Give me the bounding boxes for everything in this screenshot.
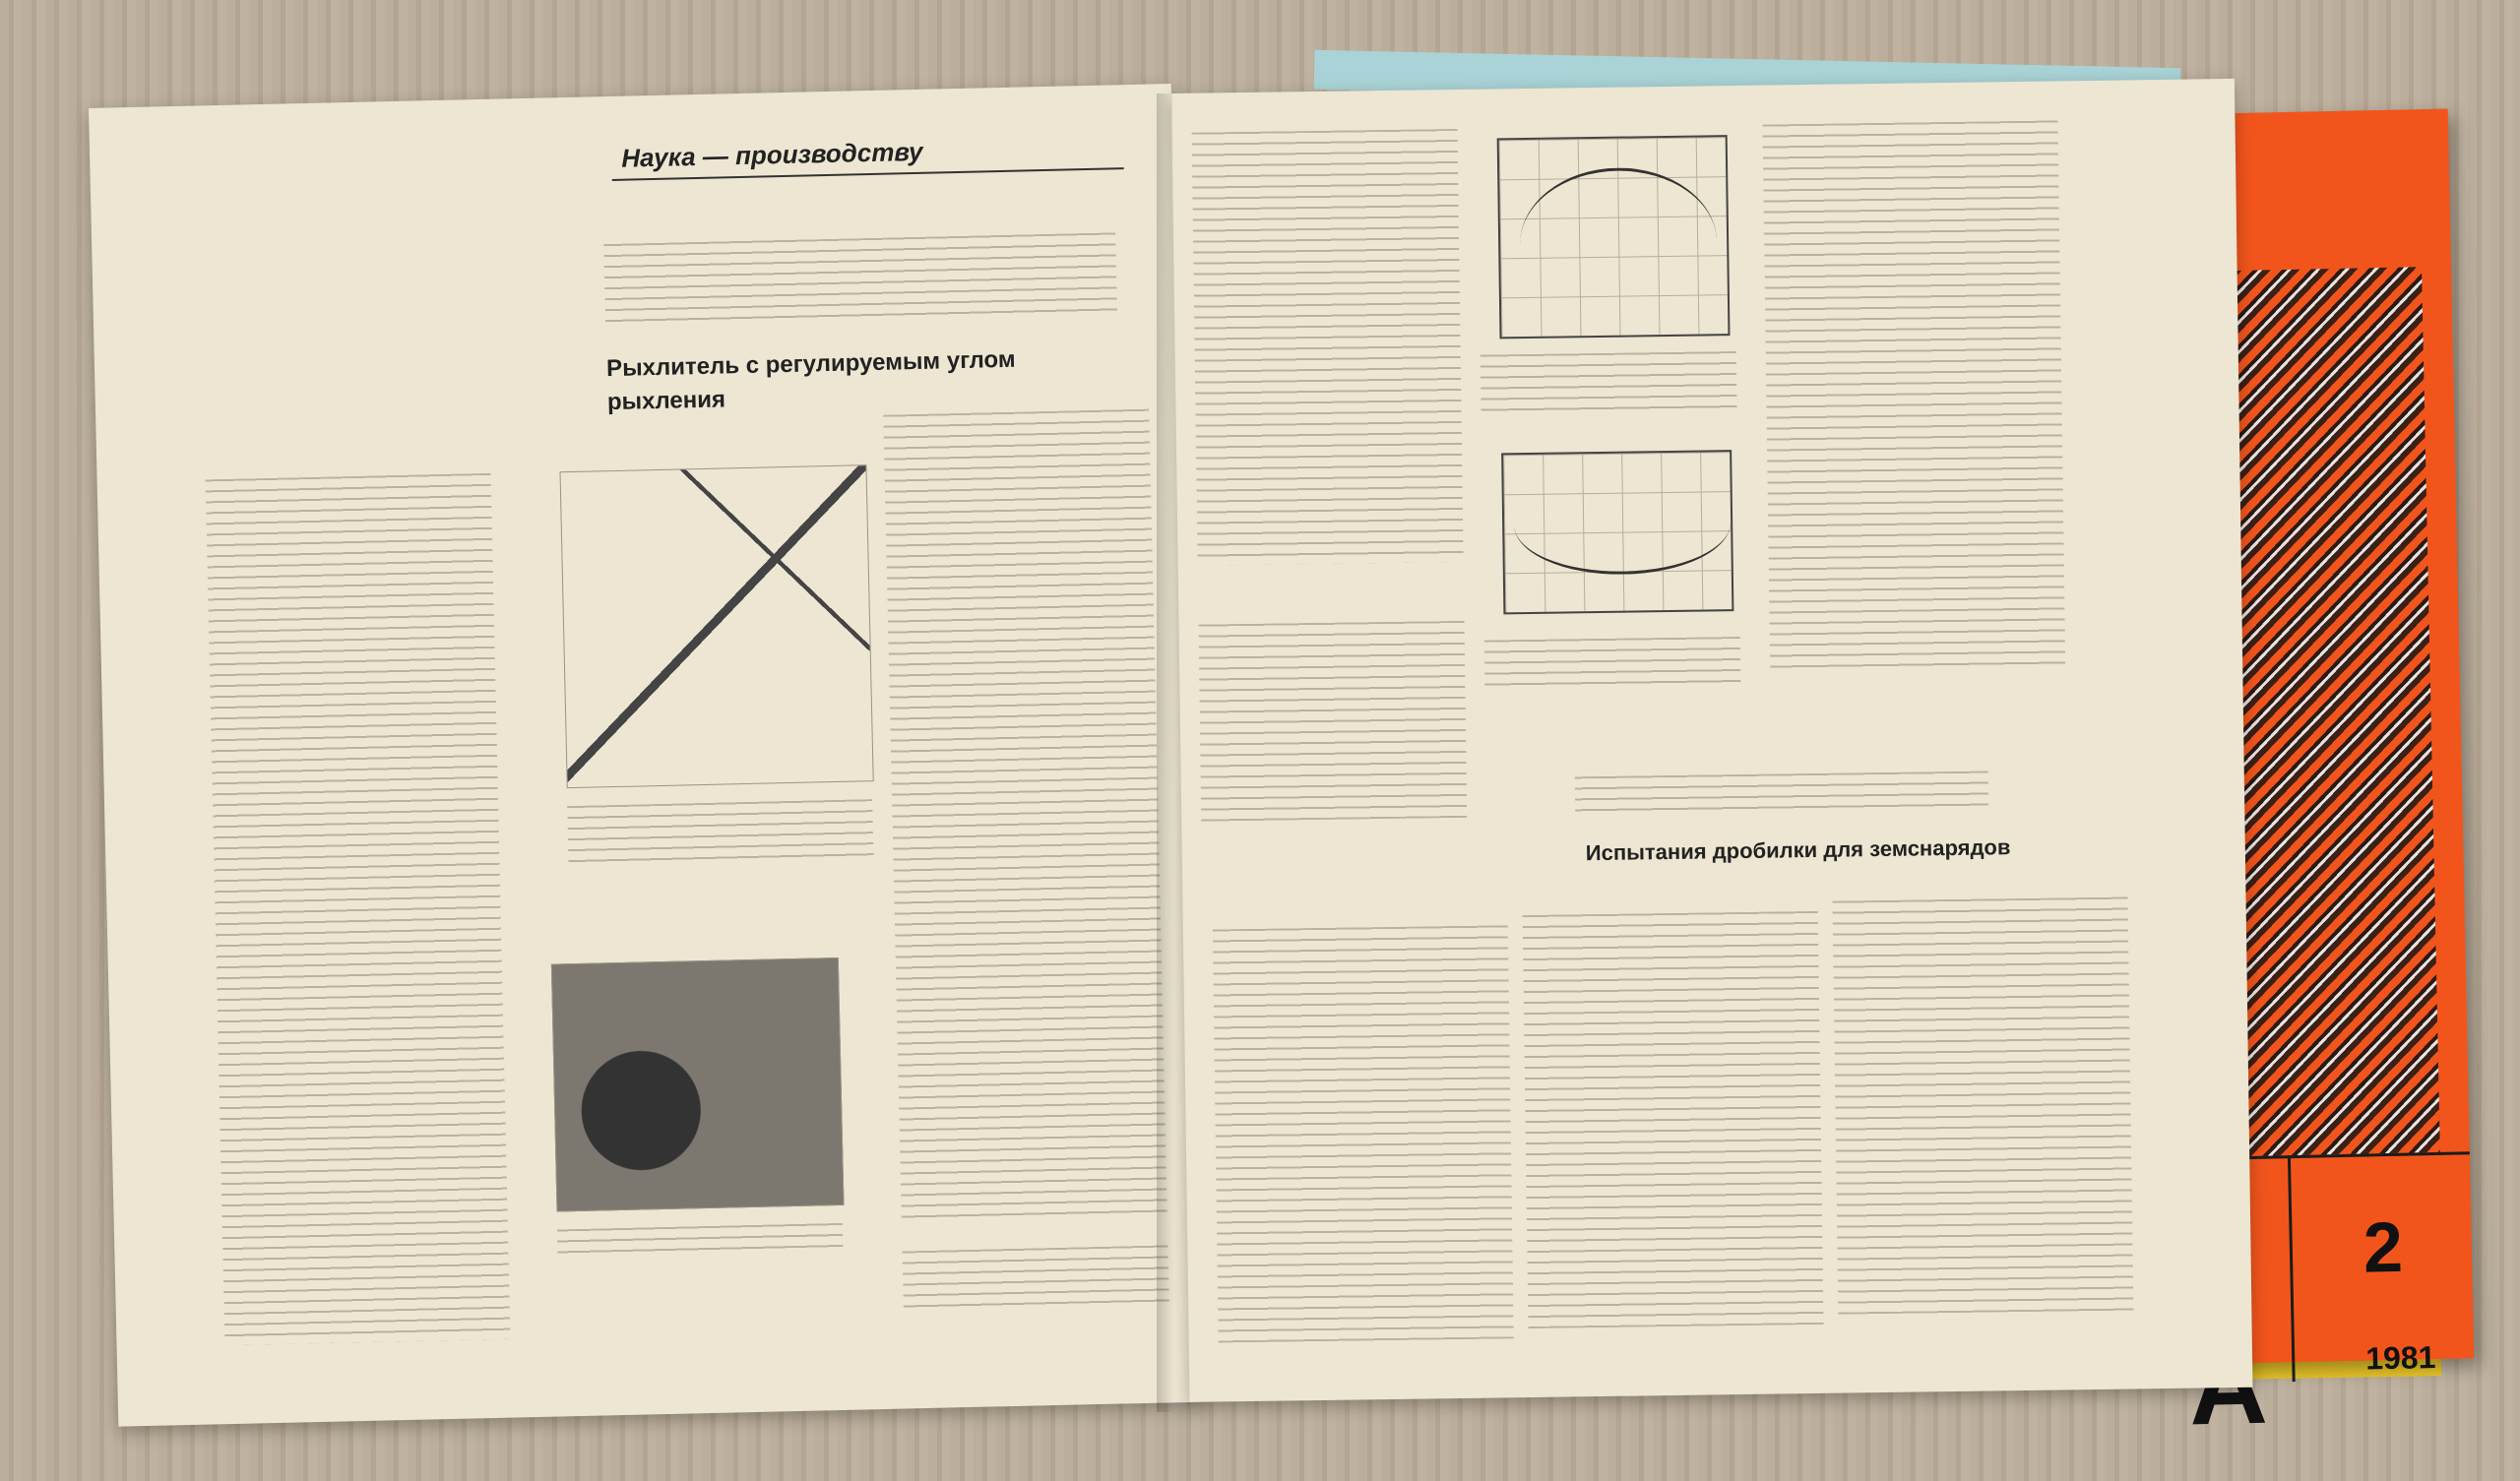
graph-figure-2 (1501, 450, 1733, 614)
graph-figure-1 (1497, 135, 1731, 339)
right-page (1171, 79, 2252, 1402)
cover-year: 1981 (2364, 1339, 2436, 1377)
authors-right (1575, 771, 1989, 816)
graph-caption-1 (1480, 351, 1737, 414)
book-spine-shadow (1157, 93, 1186, 1412)
figure-caption-1 (567, 799, 873, 865)
graph-caption-2 (1484, 637, 1741, 690)
text-column-1 (206, 473, 511, 1345)
text-column-3 (883, 409, 1167, 1222)
figure-caption-2 (557, 1223, 844, 1260)
cover-vertical-rule (2288, 1155, 2296, 1382)
author-lines (603, 232, 1117, 323)
text-column-r6 (1833, 897, 2134, 1315)
text-column-r1 (1192, 129, 1464, 566)
graph-curve-2 (1513, 471, 1731, 576)
ripper-drawing-figure (560, 464, 874, 788)
footnotes-left (903, 1245, 1169, 1310)
text-column-r3 (1763, 120, 2066, 675)
ripper-photo-figure (551, 957, 845, 1212)
left-page (89, 84, 1201, 1427)
graph-curve-1 (1519, 166, 1718, 320)
text-column-r1b (1199, 621, 1468, 822)
section-header: Наука — производству (620, 136, 923, 173)
cover-issue-number: 2 (2362, 1207, 2404, 1288)
article-title-right: Испытания дробилки для земснарядов (1585, 834, 2011, 866)
text-column-r5 (1523, 911, 1824, 1328)
article-title-left: Рыхлитель с регулируемым углом рыхления (605, 345, 1016, 416)
text-column-r4 (1213, 925, 1514, 1342)
